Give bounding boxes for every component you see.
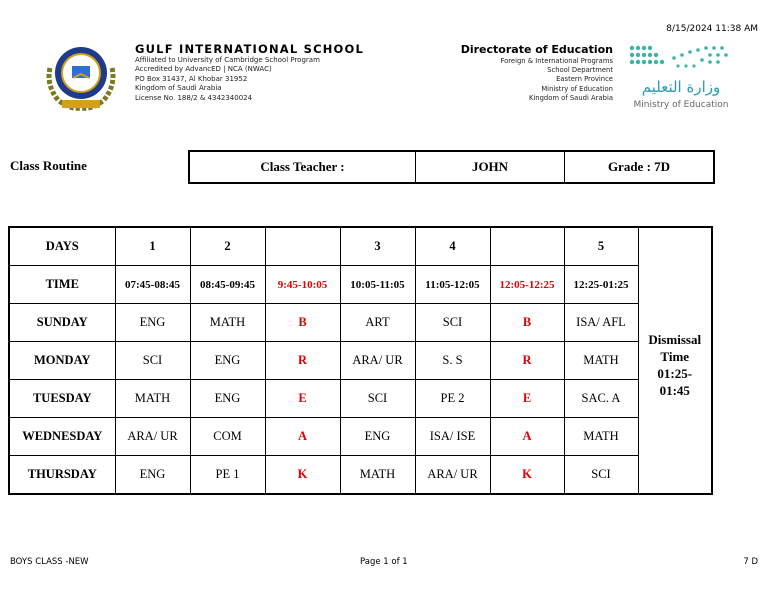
subject-cell: MATH	[115, 380, 190, 418]
subject-cell: SCI	[415, 304, 490, 342]
school-accreditation: Accredited by AdvancED | NCA (NWAC)	[135, 65, 272, 74]
header-cell: DAYS	[9, 227, 115, 266]
subject-cell: ENG	[190, 342, 265, 380]
school-license: License No. 188/2 & 4342340024	[135, 93, 253, 102]
subject-cell: ISA/ AFL	[564, 304, 638, 342]
directorate-info	[461, 43, 613, 103]
directorate-line: Ministry of Education	[541, 84, 613, 93]
day-row-sunday	[9, 304, 712, 342]
header-cell	[490, 227, 564, 266]
header-cell: 4	[415, 227, 490, 266]
ministry-arabic-name: وزارة التعليم	[641, 78, 721, 96]
break-cell: K	[490, 456, 564, 495]
break-cell: E	[265, 380, 340, 418]
directorate-line: Kingdom of Saudi Arabia	[528, 93, 613, 102]
dismissal-line: 01:25-	[657, 365, 693, 381]
day-name: WEDNESDAY	[9, 418, 115, 456]
school-affiliation: Affiliated to University of Cambridge School Program	[135, 56, 320, 64]
header-cell: 2	[190, 227, 265, 266]
day-row-tuesday	[9, 380, 712, 418]
header-cell: 3	[340, 227, 415, 266]
subject-cell: SCI	[115, 342, 190, 380]
break-cell: R	[265, 342, 340, 380]
directorate-title: Directorate of Education	[460, 43, 613, 56]
class-teacher-name: JOHN	[416, 152, 565, 182]
school-address: PO Box 31437, Al Khobar 31952	[135, 74, 248, 83]
subject-cell: S. S	[415, 342, 490, 380]
footer-page-number: Page 1 of 1	[360, 557, 408, 567]
break-cell: R	[490, 342, 564, 380]
class-routine-label: Class Routine	[10, 158, 87, 173]
subject-cell: MATH	[340, 456, 415, 495]
break-cell: B	[265, 304, 340, 342]
dismissal-line: 01:45	[659, 382, 690, 398]
class-teacher-label: Class Teacher :	[190, 152, 416, 182]
subject-cell: MATH	[190, 304, 265, 342]
footer-class-label: BOYS CLASS -NEW	[10, 557, 89, 567]
break-time-cell: 12:05-12:25	[490, 266, 564, 304]
day-row-wednesday	[9, 418, 712, 456]
class-info-row	[188, 150, 715, 184]
header-cell: 5	[564, 227, 638, 266]
dismissal-time-cell	[638, 227, 712, 494]
subject-cell: ARA/ UR	[115, 418, 190, 456]
day-name: TUESDAY	[9, 380, 115, 418]
subject-cell: ENG	[190, 380, 265, 418]
directorate-line: School Department	[547, 66, 613, 75]
break-time-cell: 9:45-10:05	[265, 266, 340, 304]
subject-cell: ART	[340, 304, 415, 342]
timetable	[8, 226, 713, 495]
subject-cell: ENG	[115, 304, 190, 342]
school-info	[135, 42, 364, 103]
break-cell: A	[490, 418, 564, 456]
header-cell	[265, 227, 340, 266]
subject-cell: SAC. A	[564, 380, 638, 418]
dismissal-line: Time	[660, 348, 690, 364]
day-row-thursday	[9, 456, 712, 495]
header-cell: 1	[115, 227, 190, 266]
subject-cell: PE 1	[190, 456, 265, 495]
print-date: 8/15/2024 11:38 AM	[666, 24, 758, 34]
ministry-logo	[628, 44, 734, 114]
subject-cell: ARA/ UR	[340, 342, 415, 380]
school-logo	[40, 40, 122, 114]
day-name: SUNDAY	[9, 304, 115, 342]
break-cell: E	[490, 380, 564, 418]
subject-cell: ARA/ UR	[415, 456, 490, 495]
directorate-line: Foreign & International Programs	[500, 57, 613, 65]
day-name: THURSDAY	[9, 456, 115, 495]
header-row	[9, 227, 712, 266]
school-name: GULF INTERNATIONAL SCHOOL	[135, 42, 365, 56]
subject-cell: MATH	[564, 342, 638, 380]
ministry-english-name: Ministry of Education	[633, 100, 729, 110]
subject-cell: ENG	[340, 418, 415, 456]
footer-grade: 7 D	[743, 557, 758, 567]
time-label: TIME	[9, 266, 115, 304]
break-cell: B	[490, 304, 564, 342]
subject-cell: ISA/ ISE	[415, 418, 490, 456]
time-cell: 10:05-11:05	[340, 266, 415, 304]
subject-cell: SCI	[340, 380, 415, 418]
directorate-line: Eastern Province	[556, 75, 613, 84]
subject-cell: COM	[190, 418, 265, 456]
time-cell: 08:45-09:45	[190, 266, 265, 304]
subject-cell: SCI	[564, 456, 638, 495]
dismissal-line: Dismissal	[648, 331, 702, 347]
time-cell: 07:45-08:45	[115, 266, 190, 304]
time-cell: 12:25-01:25	[564, 266, 638, 304]
grade-label: Grade : 7D	[607, 159, 671, 174]
time-row	[9, 266, 712, 304]
subject-cell: MATH	[564, 418, 638, 456]
break-cell: K	[265, 456, 340, 495]
day-name: MONDAY	[9, 342, 115, 380]
ministry-dots-icon	[628, 44, 734, 76]
break-cell: A	[265, 418, 340, 456]
school-country: Kingdom of Saudi Arabia	[135, 84, 222, 93]
subject-cell: PE 2	[415, 380, 490, 418]
day-row-monday	[9, 342, 712, 380]
time-cell: 11:05-12:05	[415, 266, 490, 304]
subject-cell: ENG	[115, 456, 190, 495]
